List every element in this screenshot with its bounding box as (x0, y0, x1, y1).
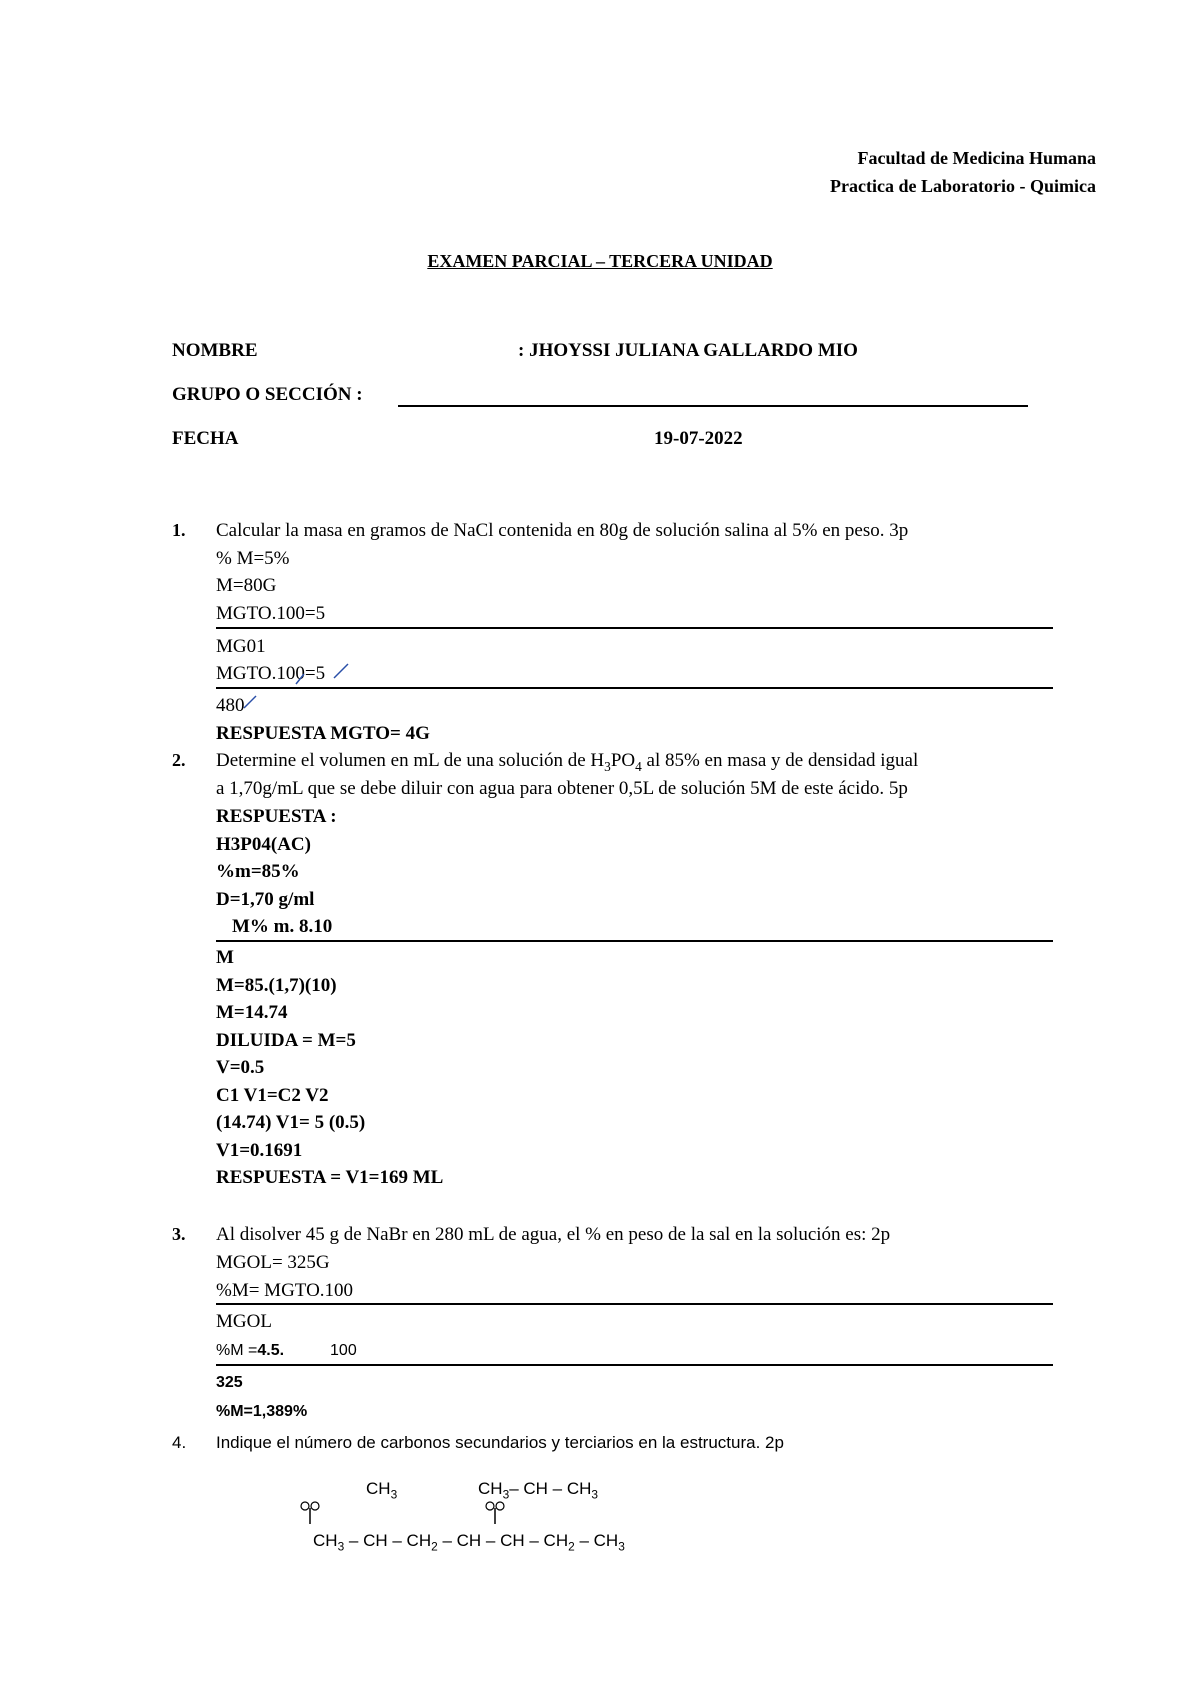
bond-marker-icon (296, 1500, 326, 1526)
q4-text: Indique el número de carbonos secundarios y terciarios en la estructura. 2p (216, 1433, 784, 1452)
q3-number: 3. (172, 1224, 186, 1244)
q2-number: 2. (172, 750, 186, 770)
q1-line: % M=5% (216, 548, 290, 569)
fraction-bar (216, 1303, 1053, 1305)
q2-line: C1 V1=C2 V2 (216, 1085, 329, 1106)
q1-line: MG01 (216, 636, 266, 657)
q2-line: RESPUESTA : (216, 806, 337, 827)
header-faculty: Facultad de Medicina Humana (857, 148, 1096, 168)
fecha-label: FECHA (172, 428, 239, 449)
isopropyl-branch: $CH_3-$ CH – $CH_3$ (478, 1479, 598, 1502)
grupo-label: GRUPO O SECCIÓN : (172, 384, 363, 405)
grupo-blank-line (398, 405, 1028, 407)
main-chain: $CH_3$ – CH – $CH_2$ – CH – CH – $CH_2 - CH_3$ (313, 1531, 625, 1554)
q2-line: DILUIDA = M=5 (216, 1030, 356, 1051)
q2-line: M=85.(1,7)(10) (216, 975, 337, 996)
q2-line: M (216, 947, 234, 968)
q3-line: %M=1,389% (216, 1403, 308, 1420)
q2-answer: RESPUESTA = V1=169 ML (216, 1167, 444, 1188)
q2-line: H3P04(AC) (216, 834, 311, 855)
ch3-branch-1: $CH_3$ (366, 1479, 398, 1502)
q3-line: MGOL= 325G (216, 1252, 330, 1273)
q2-line: V=0.5 (216, 1057, 265, 1078)
nombre-value: : JHOYSSI JULIANA GALLARDO MIO (518, 340, 858, 361)
nombre-label: NOMBRE (172, 340, 258, 361)
q1-number: 1. (172, 520, 186, 540)
q1-answer: RESPUESTA MGTO= 4G (216, 723, 430, 744)
fraction-bar (216, 940, 1053, 942)
fraction-bar (216, 1364, 1053, 1366)
bond-marker-icon (481, 1500, 511, 1526)
q1-line: MGTO.100=5 (216, 603, 326, 624)
checkmark-icon (240, 688, 270, 712)
q1-line: M=80G (216, 575, 277, 596)
q2-line: M% m. 8.10 (232, 916, 333, 937)
exam-title: EXAMEN PARCIAL – TERCERA UNIDAD (427, 251, 773, 271)
q1-line: 480 (216, 695, 245, 716)
q2-line: M=14.74 (216, 1002, 288, 1023)
q2-text-line1: Determine el volumen en mL de una solución de $H_3PO_4$ al 85% en masa y de densidad igual (216, 750, 919, 774)
q3-text: Al disolver 45 g de NaBr en 280 mL de agua, el % en peso de la sal en la solución es: 2p (216, 1224, 891, 1245)
q2-line: (14.74) V1= 5 (0.5) (216, 1112, 366, 1133)
q2-line: D=1,70 g/ml (216, 889, 315, 910)
q3-line: %M =4.5. 100 (216, 1342, 357, 1359)
q3-line: MGOL (216, 1311, 272, 1332)
q1-text: Calcular la masa en gramos de NaCl contenida en 80g de solución salina al 5% en peso. 3p (216, 520, 909, 541)
q2-line: %m=85% (216, 861, 300, 882)
q2-line: V1=0.1691 (216, 1140, 303, 1161)
q2-text-line2: a 1,70g/mL que se debe diluir con agua para obtener 0,5L de solución 5M de este ácido. 5p (216, 778, 908, 799)
q1-line: MGTO.100=5 (216, 663, 326, 684)
header-course: Practica de Laboratorio - Quimica (830, 176, 1096, 196)
checkmark-icon (294, 660, 354, 690)
fecha-value: 19-07-2022 (654, 428, 743, 449)
fraction-bar (216, 627, 1053, 629)
q3-line: %M= MGTO.100 (216, 1280, 354, 1301)
q4-number: 4. (172, 1433, 187, 1452)
q3-line: 325 (216, 1374, 243, 1391)
fraction-bar (216, 687, 1053, 689)
